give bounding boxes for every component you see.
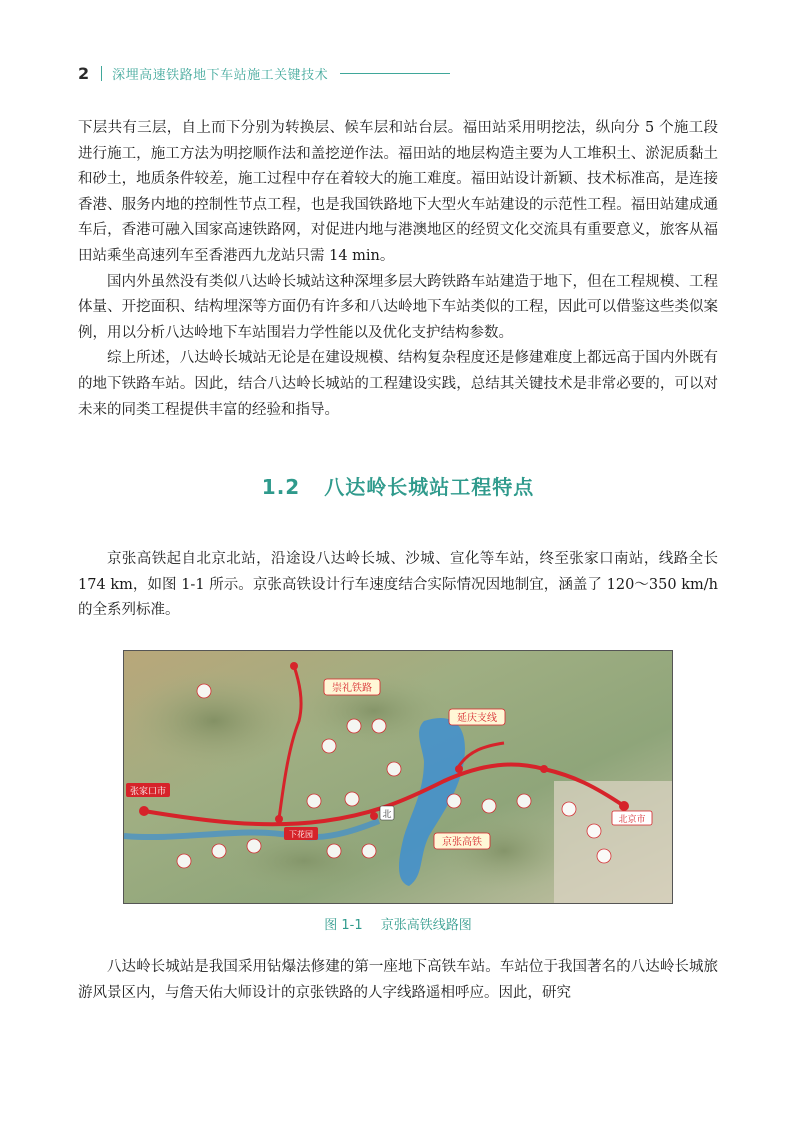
station-dot — [275, 815, 283, 823]
map-label-yanqing — [449, 709, 505, 725]
section-number: 1.2 — [261, 475, 301, 500]
map-label-zhangjiakou — [126, 783, 170, 797]
running-title: 深埋高速铁路地下车站施工关键技术 — [112, 67, 329, 83]
station-dot — [540, 765, 548, 773]
caption-text: 京张高铁线路图 — [380, 917, 472, 933]
svg-text:延庆支线: 延庆支线 — [457, 712, 497, 724]
map-label-chongli — [324, 679, 380, 695]
caption-number: 图 1-1 — [324, 917, 363, 933]
map-label-beijing — [612, 811, 652, 825]
svg-text:下花园: 下花园 — [289, 829, 313, 839]
station-dot — [139, 806, 149, 816]
station-dot — [619, 801, 629, 811]
body-paragraph: 八达岭长城站是我国采用钻爆法修建的第一座地下高铁车站。车站位于我国著名的八达岭长城旅游风景区内，与詹天佑大师设计的京张铁路的人字线路遥相呼应。因此，研究 — [78, 958, 718, 1001]
svg-text:崇礼铁路: 崇礼铁路 — [332, 682, 372, 694]
map-label-jingzhang — [434, 833, 490, 849]
map-label-north — [380, 806, 394, 820]
running-header — [78, 62, 450, 84]
page-number: 2 — [78, 63, 90, 83]
route-map — [124, 651, 672, 903]
body-paragraph: 京张高铁起自北京北站，沿途设八达岭长城、沙城、宣化等车站，终至张家口南站，线路全长 174 km，如图 1-1 所示。京张高铁设计行车速度结合实际情况因地制宜，涵盖了 120～350 km/h 的全系列标准。 — [78, 551, 718, 619]
page-body — [78, 116, 718, 1006]
route-map-figure — [123, 650, 673, 904]
station-dot — [370, 812, 378, 820]
svg-text:北京市: 北京市 — [618, 814, 646, 825]
station-dot — [290, 662, 298, 670]
section-heading — [78, 471, 718, 500]
figure-caption — [78, 914, 718, 933]
station-dot — [455, 765, 463, 773]
header-rule — [340, 73, 450, 74]
svg-text:京张高铁: 京张高铁 — [442, 836, 482, 848]
section-title: 八达岭长城站工程特点 — [324, 475, 535, 500]
svg-text:张家口市: 张家口市 — [129, 786, 167, 797]
body-paragraph: 综上所述，八达岭长城站无论是在建设规模、结构复杂程度还是修建难度上都远高于国内外既有的地下铁路车站。因此，结合八达岭长城站的工程建设实践，总结其关键技术是非常必要的，可以对未来的同类工程提供丰富的经验和指导。 — [78, 350, 718, 418]
header-divider — [101, 66, 102, 81]
map-label-xiahuayuan — [284, 827, 318, 840]
svg-text:北: 北 — [382, 809, 392, 820]
body-paragraph: 国内外虽然没有类似八达岭长城站这种深埋多层大跨铁路车站建造于地下，但在工程规模、工程体量、开挖面积、结构埋深等方面仍有许多和八达岭地下车站类似的工程，因此可以借鉴这些类似案例，用以分析八达岭地下车站围岩力学性能以及优化支护结构参数。 — [78, 273, 718, 341]
body-paragraph: 下层共有三层，自上而下分别为转换层、候车层和站台层。福田站采用明挖法，纵向分 5 个施工段进行施工，施工方法为明挖顺作法和盖挖逆作法。福田站的地层构造主要为人工堆积土、淤泥质黏土和砂土，地质条件较差，施工过程中存在着较大的施工难度。福田站设计新颖、技术标准高，是连接香港、服务内地的控制性节点工程，也是我国铁路地下大型火车站建设的示范性工程。福田站建成通车后，香港可融入国家高速铁路网，对促进内地与港澳地区的经贸文化交流具有重要意义，旅客从福田站乘坐高速列车至香港西九龙站只需 14 min。 — [78, 120, 718, 264]
